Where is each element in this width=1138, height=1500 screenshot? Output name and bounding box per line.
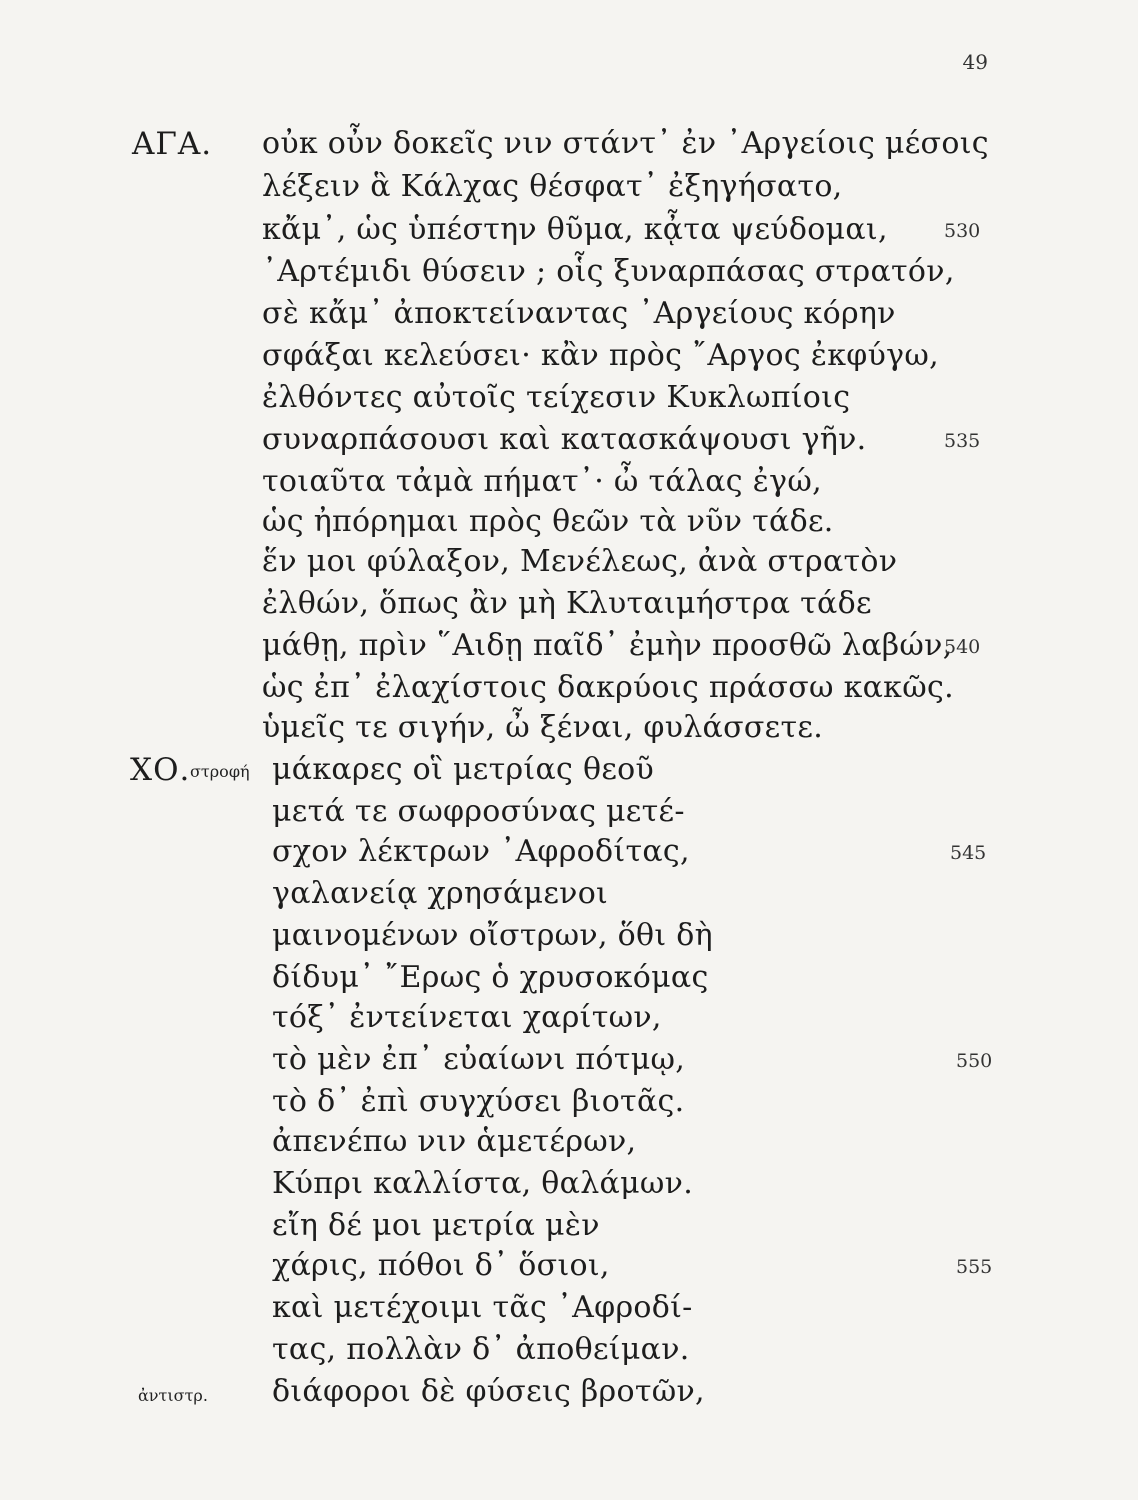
verse-text: ἕν μοι φύλαξον, Μενέλεως, ἀνὰ στρατὸν: [262, 544, 898, 579]
verse-line: [0, 584, 1138, 624]
verse-text: σχον λέκτρων ᾿Αφροδίτας,: [272, 834, 690, 869]
verse-text: ὡς ἐπ᾽ ἐλαχίστοις δακρύοις πράσσω κακῶς.: [262, 670, 954, 705]
verse-line: [0, 832, 1138, 872]
verse-line: [0, 874, 1138, 914]
antistrophe-label: ἀντιστρ.: [138, 1386, 208, 1405]
verse-text: μετά τε σωφροσύνας μετέ-: [272, 794, 685, 829]
verse-line: [0, 378, 1138, 418]
verse-text: εἴη δέ μοι μετρία μὲν: [272, 1208, 600, 1243]
line-number: 550: [956, 1050, 993, 1072]
verse-line: [0, 1330, 1138, 1370]
verse-text: γαλανείᾳ χρησάμενοι: [272, 876, 609, 911]
verse-text: κἄμ᾽, ὡς ὑπέστην θῦμα, κᾆτα ψεύδομαι,: [262, 212, 888, 247]
verse-text: τὸ δ᾽ ἐπὶ συγχύσει βιοτᾶς.: [272, 1084, 685, 1119]
page-number: 49: [962, 50, 988, 74]
verse-line: [0, 1372, 1138, 1412]
verse-text: μάκαρες οἳ μετρίας θεοῦ: [272, 752, 655, 787]
verse-line: [0, 336, 1138, 376]
verse-line: [0, 252, 1138, 292]
verse-line: [0, 750, 1138, 790]
line-number: 535: [944, 430, 981, 452]
verse-text: οὐκ οὖν δοκεῖς νιν στάντ᾽ ἐν ᾿Αργείοις μέσοις: [262, 126, 989, 161]
speaker-label: ΧΟ.: [130, 752, 191, 788]
verse-text: ᾿Αρτέμιδι θύσειν ; οἷς ξυναρπάσας στρατόν,: [262, 254, 955, 289]
verse-line: [0, 167, 1138, 207]
verse-line: [0, 958, 1138, 998]
verse-line: [0, 124, 1138, 164]
verse-text: τας, πολλὰν δ᾽ ἀποθείμαν.: [272, 1332, 690, 1367]
verse-line: [0, 1164, 1138, 1204]
verse-line: [0, 542, 1138, 582]
verse-text: τοιαῦτα τἀμὰ πήματ᾽· ὦ τάλας ἐγώ,: [262, 464, 822, 499]
verse-text: διάφοροι δὲ φύσεις βροτῶν,: [272, 1374, 705, 1409]
speaker-label: ΑΓΑ.: [132, 126, 213, 162]
verse-line: [0, 1206, 1138, 1246]
strophe-label: στροφή: [190, 762, 250, 781]
verse-line: [0, 1040, 1138, 1080]
verse-text: μαινομένων οἴστρων, ὅθι δὴ: [272, 918, 713, 953]
verse-line: [0, 462, 1138, 502]
verse-line: [0, 792, 1138, 832]
verse-text: συναρπάσουσι καὶ κατασκάψουσι γῆν.: [262, 422, 867, 457]
verse-line: [0, 502, 1138, 542]
verse-line: [0, 1246, 1138, 1286]
verse-text: ἐλθόντες αὐτοῖς τείχεσιν Κυκλωπίοις: [262, 380, 851, 415]
verse-text: τὸ μὲν ἐπ᾽ εὐαίωνι πότμῳ,: [272, 1042, 686, 1077]
verse-text: δίδυμ᾽ ῎Ερως ὁ χρυσοκόμας: [272, 960, 709, 995]
verse-text: ἐλθών, ὅπως ἂν μὴ Κλυταιμήστρα τάδε: [262, 586, 872, 621]
verse-text: χάρις, πόθοι δ᾽ ὅσιοι,: [272, 1248, 610, 1283]
verse-line: [0, 916, 1138, 956]
verse-text: μάθῃ, πρὶν ῞Αιδῃ παῖδ᾽ ἐμὴν προσθῶ λαβών,: [262, 628, 953, 663]
verse-line: [0, 708, 1138, 748]
verse-line: [0, 998, 1138, 1038]
verse-line: [0, 1082, 1138, 1122]
verse-line: [0, 1288, 1138, 1328]
line-number: 540: [944, 636, 981, 658]
verse-line: [0, 420, 1138, 460]
line-number: 530: [944, 220, 981, 242]
verse-text: σὲ κἄμ᾽ ἀποκτείναντας ᾿Αργείους κόρην: [262, 296, 896, 331]
verse-line: [0, 294, 1138, 334]
verse-line: [0, 210, 1138, 250]
line-number: 545: [950, 842, 987, 864]
verse-text: τόξ᾽ ἐντείνεται χαρίτων,: [272, 1000, 662, 1035]
verse-text: σφάξαι κελεύσει· κἂν πρὸς ῎Αργος ἐκφύγω,: [262, 338, 939, 373]
verse-text: ὑμεῖς τε σιγήν, ὦ ξέναι, φυλάσσετε.: [262, 710, 824, 745]
verse-line: [0, 1122, 1138, 1162]
line-number: 555: [956, 1256, 993, 1278]
verse-text: ἀπενέπω νιν ἁμετέρων,: [272, 1124, 637, 1159]
verse-text: Κύπρι καλλίστα, θαλάμων.: [272, 1166, 694, 1201]
verse-line: [0, 626, 1138, 666]
verse-line: [0, 668, 1138, 708]
verse-text: λέξειν ἃ Κάλχας θέσφατ᾽ ἐξηγήσατο,: [262, 169, 843, 204]
verse-text: καὶ μετέχοιμι τᾶς ᾿Αφροδί-: [272, 1290, 693, 1325]
verse-text: ὡς ἠπόρημαι πρὸς θεῶν τὰ νῦν τάδε.: [262, 504, 834, 539]
